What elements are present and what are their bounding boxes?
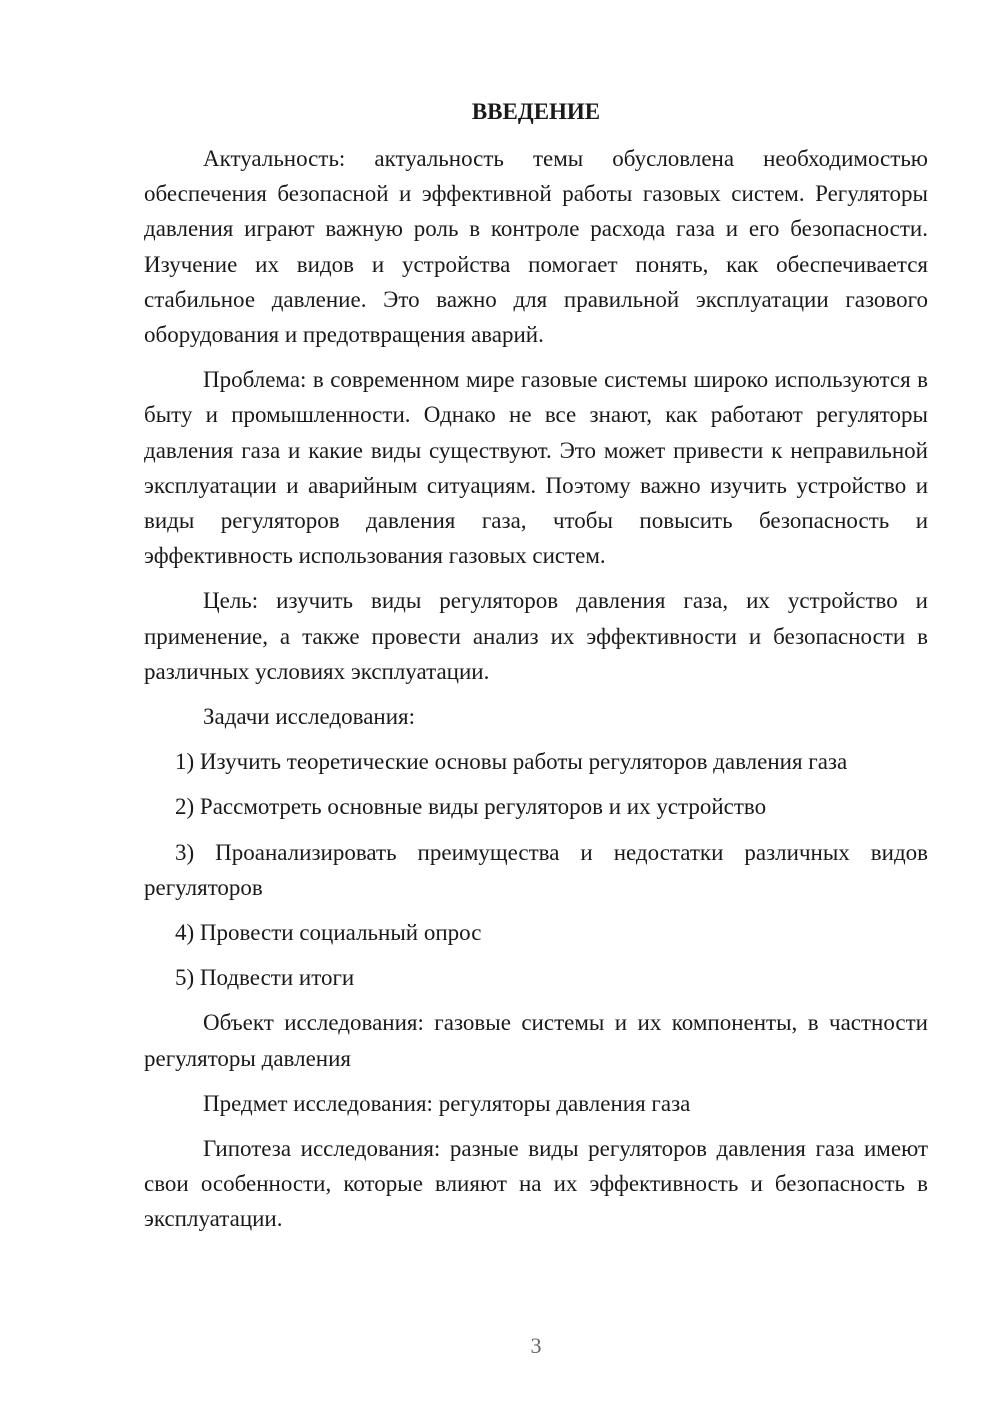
- page-number: 3: [530, 1333, 542, 1358]
- paragraph-goal: Цель: изучить виды регуляторов давления газа, их устройство и применение, а также провести анализ их эффективности и безопасности в различных условиях эксплуатации.: [144, 588, 928, 684]
- task-item-3: 3) Проанализировать преимущества и недостатки различных видов регуляторов: [144, 839, 928, 900]
- task-item-2: 2) Рассмотреть основные виды регуляторов и их устройство: [175, 794, 767, 820]
- paragraph-object: Объект исследования: газовые системы и их компоненты, в частности регуляторы давления: [144, 1010, 928, 1071]
- paragraph-subject: Предмет исследования: регуляторы давления газа: [203, 1090, 691, 1116]
- paragraph-relevance: Актуальность: актуальность темы обусловлена необходимостью обеспечения безопасной и эффективной работы газовых систем. Регуляторы давления играют важную роль в контроле расхода газа и его безопасности. Изучение их видов и устройства помогает понять, как обеспечивается стабильное давление. Это важно для правильной эксплуатации газового оборудования и предотвращения аварий.: [144, 146, 928, 348]
- document-page: [144, 94, 928, 1247]
- task-item-5: 5) Подвести итоги: [175, 965, 355, 991]
- paragraph-hypothesis: Гипотеза исследования: разные виды регуляторов давления газа имеют свои особенности, которые влияют на их эффективность и безопасность в эксплуатации.: [144, 1136, 928, 1232]
- paragraph-tasks-heading: Задачи исследования:: [203, 704, 416, 730]
- task-item-4: 4) Провести социальный опрос: [175, 920, 482, 946]
- paragraph-problem: Проблема: в современном мире газовые системы широко используются в быту и промышленности. Однако не все знают, как работают регуляторы давления газа и какие виды существуют. Это может привести к неправильной эксплуатации и аварийным ситуациям. Поэтому важно изучить устройство и виды регуляторов давления газа, чтобы повысить безопасность и эффективность использования газовых систем.: [144, 367, 928, 569]
- section-title: ВВЕДЕНИЕ: [471, 99, 601, 124]
- task-item-1: 1) Изучить теоретические основы работы регуляторов давления газа: [175, 749, 848, 775]
